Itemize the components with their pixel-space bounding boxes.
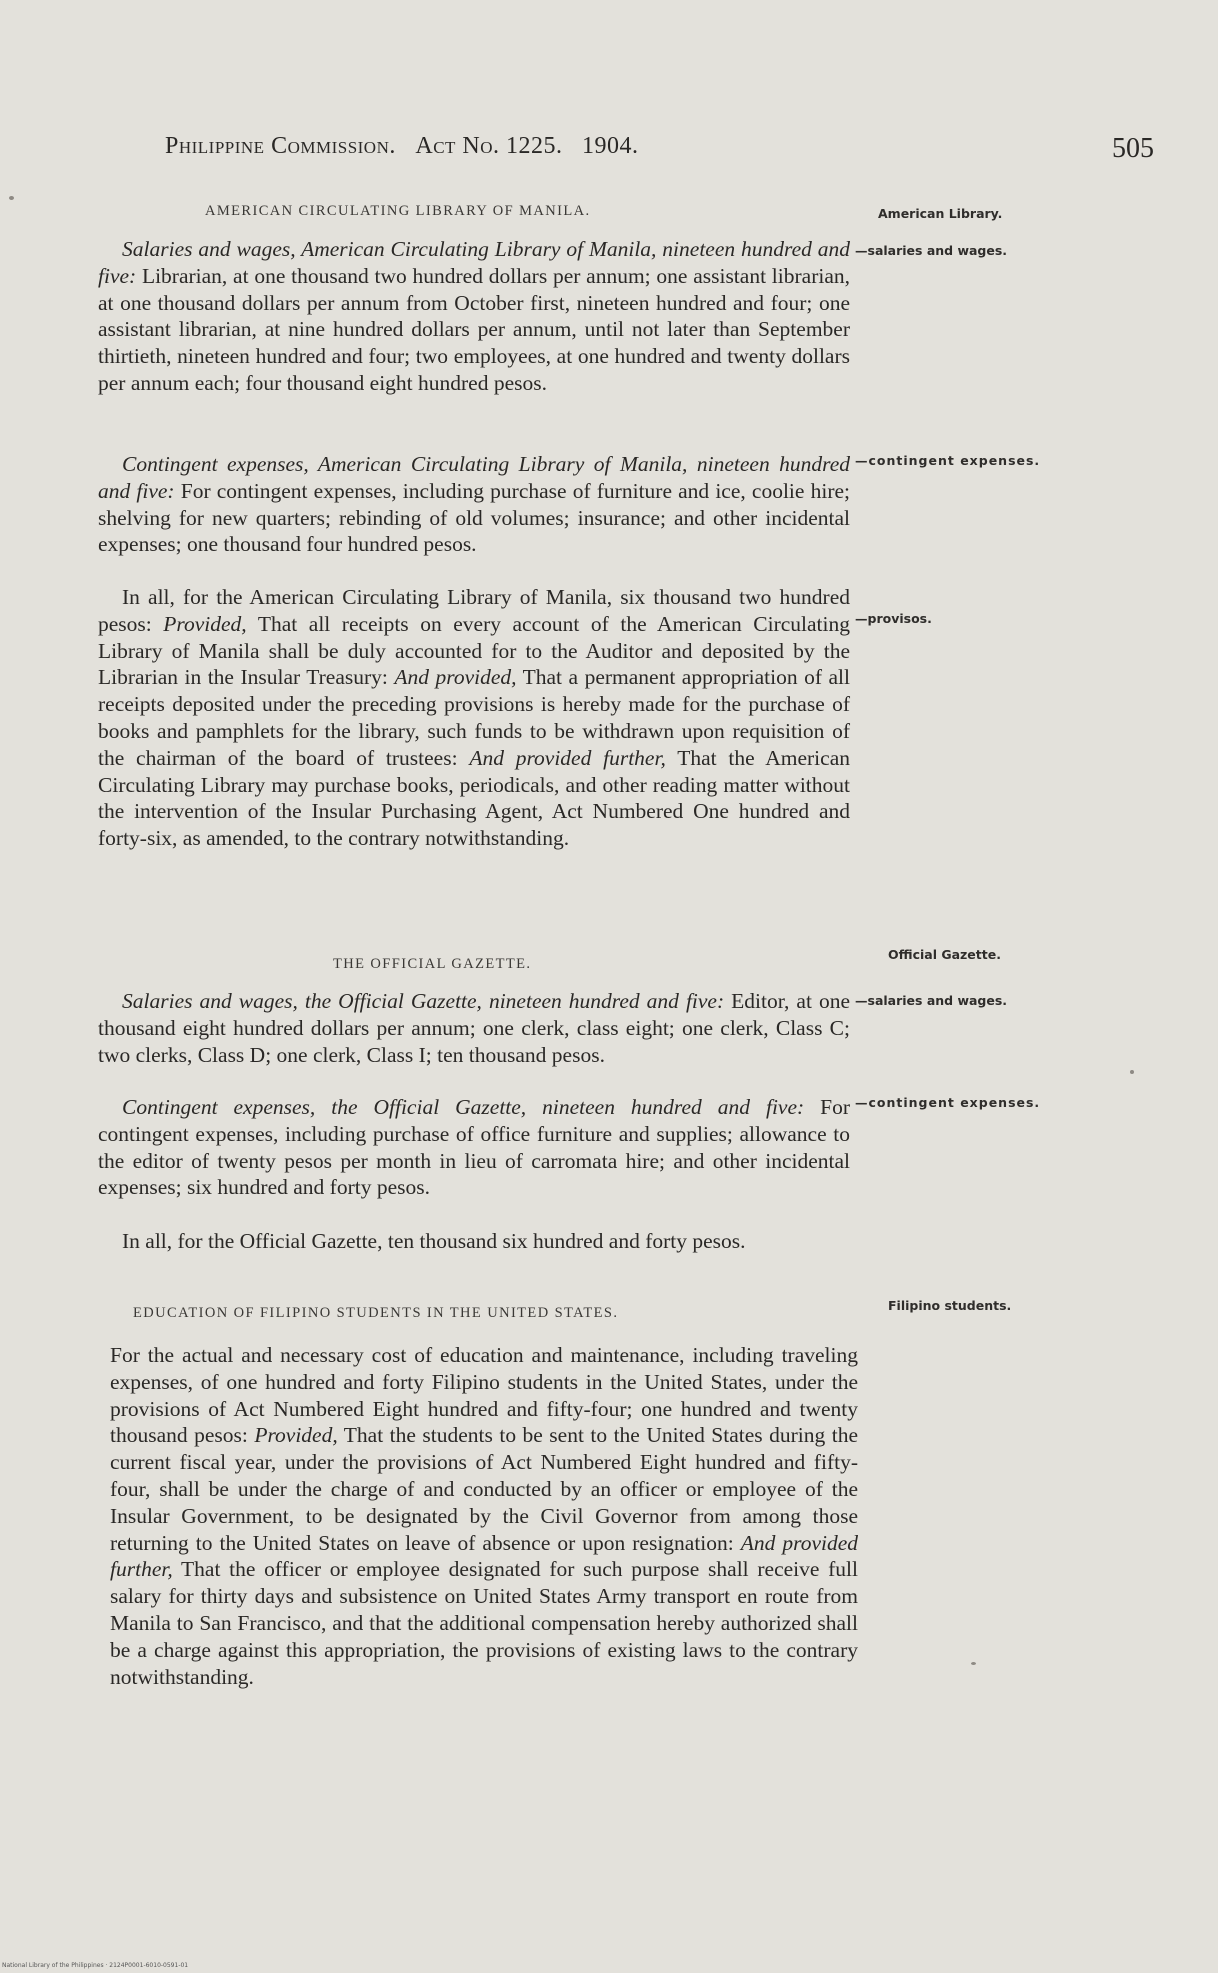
gazette-contingent-lead: Contingent expenses, the Official Gazette, nineteen hundred and five: (122, 1095, 805, 1119)
page-number: 505 (1112, 133, 1154, 164)
students-text-2: That the students to be sent to the United States during the current fiscal year, under the provisions of Act Numbered Eight hundred and fifty-four, shall be under the charge of and conducted by an officer or employee of the Insular Government, to be designated by the Civil Governor from among those returning to the United States on leave of absence or upon resignation: (110, 1423, 858, 1555)
running-head-act: Act No. 1225. (415, 133, 563, 159)
margin-note-library-provisos: —provisos. (855, 611, 932, 626)
scan-speck (9, 196, 14, 200)
students-provided: Provided, (254, 1423, 338, 1448)
library-salaries-body: Librarian, at one thousand two hundred dollars per annum; one assistant librarian, at one thousand dollars per annum from October first, nineteen hundred and four; one assistant librarian, at nine hundred dollars per annum, until not later than September thirtieth, nineteen hundred and four; two employees, at one hundred and twenty dollars per annum each; four thousand eight hundred pesos. (98, 263, 850, 395)
footer-stamp: National Library of the Philippines · 2124P0001-6010-0591-01 (2, 1962, 189, 1969)
students-paragraph (110, 1342, 858, 1690)
gazette-contingent-body: For contingent expenses, including purchase of office furniture and supplies; allowance to the editor of twenty pesos per month in lieu of carromata hire; and other incidental expenses; six hundred and forty pesos. (98, 1095, 851, 1200)
library-and-provided-further: And provided further, (469, 745, 666, 770)
library-contingent-paragraph (98, 451, 850, 558)
library-total-text-4: That the American Circulating Library may purchase books, periodicals, and other reading matter without the intervention of the Insular Purchasing Agent, Act Numbered One hundred and forty-six, as amended, to the contrary notwithstanding. (98, 745, 850, 851)
running-head (165, 133, 639, 160)
section-title-students: EDUCATION OF FILIPINO STUDENTS IN THE UNITED STATES. (133, 1305, 619, 1321)
library-total-text-1: In all, for the American Circulating Library of Manila, six thousand two hundred pesos: (98, 585, 850, 636)
gazette-total-paragraph (98, 1228, 850, 1255)
library-contingent-body: For contingent expenses, including purchase of furniture and ice, coolie hire; shelving for new quarters; rebinding of old volumes; insurance; and other incidental expenses; one thousand four hundred pesos. (98, 478, 850, 557)
library-salaries-paragraph (98, 236, 850, 397)
library-salaries-lead: Salaries and wages, American Circulating Library of Manila, nineteen hundred and five: (98, 237, 850, 288)
library-contingent-lead: Contingent expenses, American Circulating Library of Manila, nineteen hundred and five: (98, 452, 850, 503)
gazette-salaries-paragraph (98, 988, 850, 1068)
margin-note-official-gazette: Official Gazette. (888, 947, 1001, 962)
students-text-1: For the actual and necessary cost of education and maintenance, including traveling expenses, of one hundred and forty Filipino students in the United States, under the provisions of Act Numbered Eight hundred and fifty-four; one hundred and twenty thousand pesos: (110, 1343, 858, 1448)
margin-note-american-library: American Library. (878, 206, 1003, 221)
margin-note-filipino-students: Filipino students. (888, 1298, 1012, 1313)
library-provided: Provided, (163, 611, 247, 636)
margin-note-gazette-contingent: —contingent expenses. (855, 1095, 1041, 1110)
scan-speck (971, 1662, 976, 1665)
library-and-provided: And provided, (394, 665, 517, 690)
gazette-salaries-lead: Salaries and wages, the Official Gazette, nineteen hundred and five: (122, 989, 725, 1013)
gazette-total-text: In all, for the Official Gazette, ten thousand six hundred and forty pesos. (122, 1229, 746, 1253)
running-head-year: 1904. (582, 133, 639, 159)
gazette-salaries-body: Editor, at one thousand eight hundred dollars per annum; one clerk, class eight; one clerk, Class C; two clerks, Class D; one clerk, Class I; ten thousand pesos. (98, 989, 851, 1067)
gazette-contingent-paragraph (98, 1094, 850, 1201)
margin-note-gazette-salaries: —salaries and wages. (855, 993, 1008, 1008)
students-text-3: That the officer or employee designated for such purpose shall receive full salary for thirty days and subsistence on United States Army transport en route from Manila to San Francisco, and that the additional compensation hereby authorized shall be a charge against this appropriation, the provisions of existing laws to the contrary notwithstanding. (110, 1557, 858, 1689)
section-title-library: AMERICAN CIRCULATING LIBRARY OF MANILA. (205, 203, 591, 219)
section-title-gazette: THE OFFICIAL GAZETTE. (333, 956, 532, 972)
scan-speck (1130, 1070, 1134, 1074)
library-total-text-3: That a permanent appropriation of all receipts deposited under the preceding provisions is hereby made for the purchase of books and pamphlets for the library, such funds to be withdrawn upon requisition of the chairman of the board of trustees: (98, 665, 851, 770)
library-total-paragraph (98, 584, 850, 852)
margin-note-library-contingent: —contingent expenses. (855, 453, 1041, 468)
students-and-provided-further: And provided further, (110, 1530, 858, 1582)
margin-note-library-salaries: —salaries and wages. (855, 243, 1008, 258)
library-total-text-2: That all receipts on every account of the American Circulating Library of Manila shall be duly accounted for to the Auditor and deposited by the Librarian in the Insular Treasury: (98, 611, 850, 690)
running-head-commission: Philippine Commission. (165, 133, 396, 159)
